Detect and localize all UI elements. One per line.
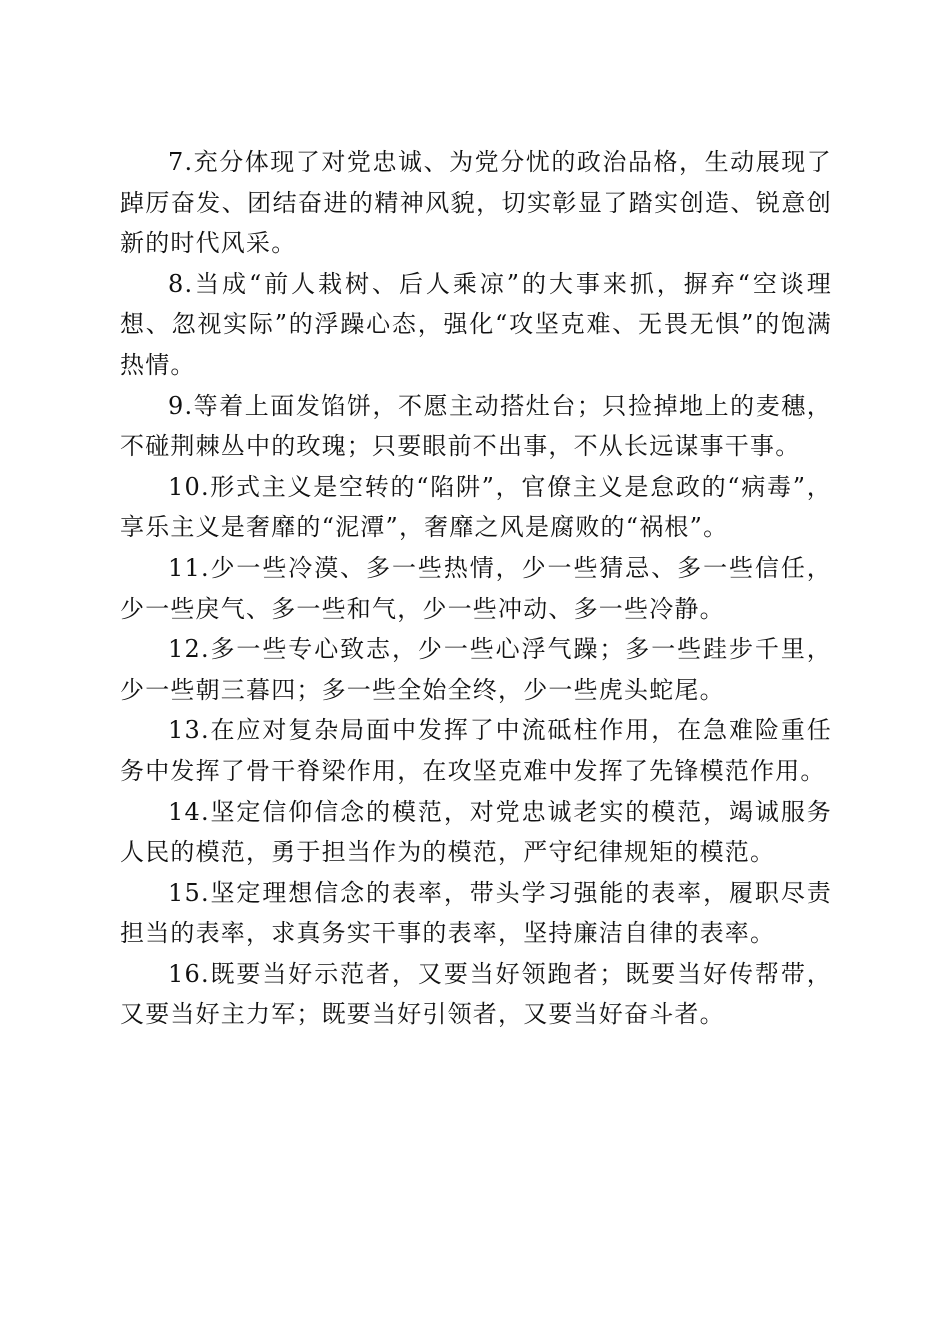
paragraph-14: 14.坚定信仰信念的模范，对党忠诚老实的模范，竭诚服务人民的模范，勇于担当作为的模范，严守纪律规矩的模范。: [120, 797, 832, 867]
paragraph-15: 15.坚定理想信念的表率，带头学习强能的表率，履职尽责担当的表率，求真务实干事的表率，坚持廉洁自律的表率。: [120, 878, 832, 948]
paragraph-8: 8.当成“前人栽树、后人乘凉”的大事来抓，摒弃“空谈理想、忽视实际”的浮躁心态，强化“攻坚克难、无畏无惧”的饱满热情。: [120, 269, 832, 379]
paragraph-12: 12.多一些专心致志，少一些心浮气躁；多一些跬步千里，少一些朝三暮四；多一些全始全终，少一些虎头蛇尾。: [120, 635, 832, 704]
paragraph-10: 10.形式主义是空转的“陷阱”，官僚主义是怠政的“病毒”，享乐主义是奢靡的“泥潭”，奢靡之风是腐败的“祸根”。: [120, 472, 832, 542]
paragraph-13: 13.在应对复杂局面中发挥了中流砥柱作用，在急难险重任务中发挥了骨干脊梁作用，在攻坚克难中发挥了先锋模范作用。: [120, 716, 832, 785]
paragraph-11: 11.少一些冷漠、多一些热情，少一些猜忌、多一些信任，少一些戾气、多一些和气，少一些冲动、多一些冷静。: [120, 553, 832, 623]
paragraph-9: 9.等着上面发馅饼，不愿主动搭灶台；只捡掉地上的麦穗，不碰荆棘丛中的玫瑰；只要眼前不出事，不从长远谋事干事。: [120, 391, 832, 461]
paragraph-16: 16.既要当好示范者，又要当好领跑者；既要当好传帮带，又要当好主力军；既要当好引领者，又要当好奋斗者。: [120, 959, 832, 1029]
document-body: [120, 142, 832, 1035]
paragraph-7: 7.充分体现了对党忠诚、为党分忧的政治品格，生动展现了踔厉奋发、团结奋进的精神风貌，切实彰显了踏实创造、锐意创新的时代风采。: [120, 148, 832, 258]
